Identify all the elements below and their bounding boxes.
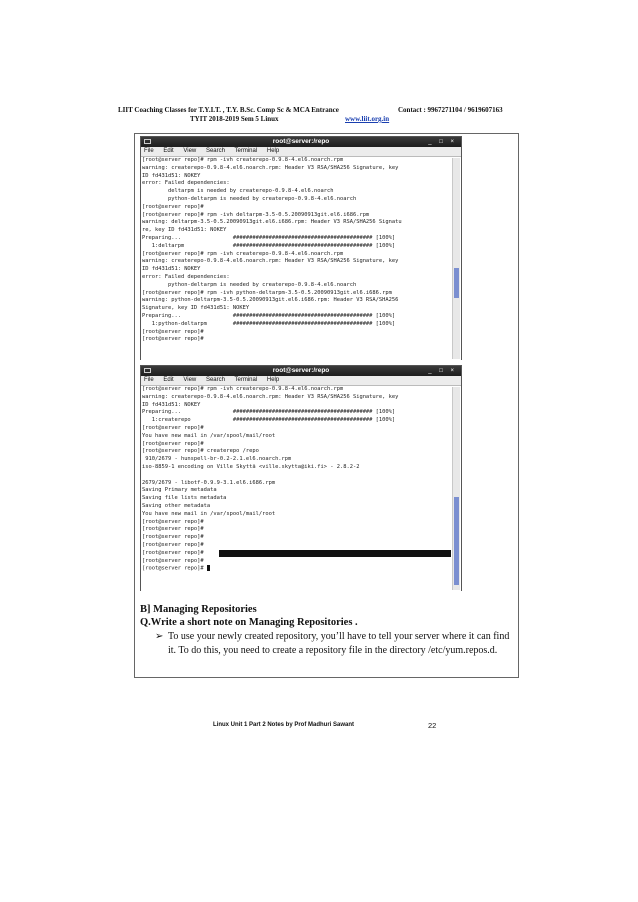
terminal-line: [root@server repo]# xyxy=(142,565,451,573)
terminal-line: [root@server repo]# rpm -ivh createrepo-0.9.8-4.el6.noarch.rpm xyxy=(142,157,344,163)
header-line-2 xyxy=(190,115,390,123)
terminal-window-icon xyxy=(144,139,151,144)
terminal-line: deltarpm is needed by createrepo-0.9.8-4.el6.noarch xyxy=(142,188,334,195)
page-number: 22 xyxy=(428,721,437,730)
terminal-line: 2679/2679 - libotf-0.9.9-3.1.el6.i686.rpm xyxy=(142,479,276,486)
terminal-line: [root@server repo]# xyxy=(142,203,204,210)
question-heading: Q.Write a short note on Managing Repositories . xyxy=(140,617,358,628)
terminal-2-menubar xyxy=(141,376,461,386)
menu-search[interactable]: Search xyxy=(205,377,225,383)
menu-view[interactable]: View xyxy=(183,377,197,383)
terminal-line: Saving other metadata xyxy=(142,502,211,509)
terminal-1-menubar xyxy=(141,147,461,157)
menu-edit[interactable]: Edit xyxy=(163,377,174,383)
terminal-1-title: root@server:/repo xyxy=(272,138,330,145)
header-institute: LIIT Coaching Classes for T.Y.I.T. , T.Y. B.Sc. Comp Sc & MCA Entrance xyxy=(118,106,339,114)
menu-terminal[interactable]: Terminal xyxy=(234,148,258,154)
terminal-2-screen[interactable] xyxy=(141,386,461,591)
terminal-line: [root@server repo]# rpm -ivh python-deltarpm-3.5-0.5.20090913git.el6.i686.rpm xyxy=(142,289,392,296)
terminal-line: Signature, key ID fd431d51: NOKEY xyxy=(142,305,250,312)
terminal-1-scrollbar[interactable] xyxy=(452,158,460,359)
menu-search[interactable]: Search xyxy=(205,148,225,154)
terminal-line: Saving Primary metadata xyxy=(142,487,217,494)
terminal-line: ID fd431d51: NOKEY xyxy=(142,266,201,273)
section-heading: B] Managing Repositories xyxy=(140,604,257,615)
menu-view[interactable]: View xyxy=(183,148,197,154)
terminal-line: 1:deltarpm ########################################### [100%] xyxy=(142,242,396,249)
terminal-line: 910/2679 - hunspell-br-0.2-2.1.el6.noarch.rpm xyxy=(142,456,292,463)
menu-file[interactable]: File xyxy=(144,148,154,154)
header-website-link[interactable]: www.liit.org.in xyxy=(345,115,390,123)
terminal-line: Preparing... ########################################### [100%] xyxy=(142,312,396,319)
terminal-2-output xyxy=(142,386,451,574)
menu-help[interactable]: Help xyxy=(266,377,280,383)
terminal-line: [root@server repo]# rpm -ivh deltarpm-3.5-0.5.20090913git.el6.i686.rpm xyxy=(142,211,370,218)
terminal-line: warning: createrepo-0.9.8-4.el6.noarch.rpm: Header V3 RSA/SHA256 Signature, key xyxy=(142,393,399,400)
terminal-line: warning: deltarpm-3.5-0.5.20090913git.el6.i686.rpm: Header V3 RSA/SHA256 Signatu xyxy=(142,219,402,226)
terminal-1-titlebar[interactable] xyxy=(141,137,461,147)
terminal-line: [root@server repo]# createrepo /repo xyxy=(142,448,259,455)
menu-edit[interactable]: Edit xyxy=(163,148,174,154)
menu-terminal[interactable]: Terminal xyxy=(234,377,258,383)
terminal-window-icon xyxy=(144,368,151,373)
terminal-line: python-deltarpm is needed by createrepo-0.9.8-4.el6.noarch xyxy=(142,195,357,202)
terminal-line: Preparing... ########################################### [100%] xyxy=(142,234,396,241)
terminal-line: error: Failed dependencies: xyxy=(142,273,230,280)
scrollbar-thumb[interactable] xyxy=(454,497,459,585)
terminal-line: [root@server repo]# xyxy=(142,518,204,525)
selection-highlight xyxy=(219,550,451,557)
terminal-line: error: Failed dependencies: xyxy=(142,180,230,187)
terminal-line: [root@server repo]# xyxy=(142,534,204,541)
terminal-line: [root@server repo]# xyxy=(142,526,204,533)
terminal-line: [root@server repo]# xyxy=(142,328,204,335)
header-contact: Contact : 9967271104 / 9619607163 xyxy=(398,106,503,114)
terminal-window-2[interactable] xyxy=(140,365,462,591)
text-cursor xyxy=(207,565,210,571)
terminal-line: warning: createrepo-0.9.8-4.el6.noarch.rpm: Header V3 RSA/SHA256 Signature, key xyxy=(142,258,399,265)
terminal-2-title: root@server:/repo xyxy=(272,367,330,374)
window-controls[interactable]: _ □ × xyxy=(428,368,457,374)
terminal-window-1[interactable] xyxy=(140,136,462,360)
terminal-line: Saving file lists metadata xyxy=(142,495,227,502)
terminal-line: [root@server repo]# xyxy=(142,424,204,431)
terminal-line xyxy=(142,472,451,480)
window-controls[interactable]: _ □ × xyxy=(428,139,457,145)
terminal-1-output xyxy=(142,157,451,344)
scrollbar-thumb[interactable] xyxy=(454,268,459,298)
menu-file[interactable]: File xyxy=(144,377,154,383)
terminal-line: [root@server repo]# xyxy=(142,440,204,447)
terminal-line: You have new mail in /var/spool/mail/root xyxy=(142,432,276,439)
arrow-bullet-icon: ➢ xyxy=(155,631,164,642)
terminal-line: 1:createrepo ########################################### [100%] xyxy=(142,417,396,424)
terminal-line: [root@server repo]# xyxy=(142,336,204,343)
footer-text: Linux Unit 1 Part 2 Notes by Prof Madhuri Sawant xyxy=(213,722,355,728)
terminal-line: You have new mail in /var/spool/mail/root xyxy=(142,510,276,517)
terminal-2-titlebar[interactable] xyxy=(141,366,461,376)
terminal-line: warning: createrepo-0.9.8-4.el6.noarch.rpm: Header V3 RSA/SHA256 Signature, key xyxy=(142,164,399,171)
terminal-line: 1:python-deltarpm ########################################### [100%] xyxy=(142,320,396,327)
header-line-1 xyxy=(118,106,538,114)
bullet-text: To use your newly created repository, you’ll have to tell your server where it can find it. To do this, you need to create a repository file in the directory /etc/yum.repos.d. xyxy=(168,631,510,656)
terminal-line: warning: python-deltarpm-3.5-0.5.20090913git.el6.i686.rpm: Header V3 RSA/SHA256 xyxy=(142,297,399,304)
terminal-1-screen[interactable] xyxy=(141,157,461,360)
terminal-line: [root@server repo]# xyxy=(142,549,204,556)
terminal-line: [root@server repo]# xyxy=(142,541,204,548)
terminal-line: [root@server repo]# rpm -ivh createrepo-0.9.8-4.el6.noarch.rpm xyxy=(142,386,344,392)
terminal-2-scrollbar[interactable] xyxy=(452,387,460,590)
terminal-line: Preparing... ########################################### [100%] xyxy=(142,409,396,416)
terminal-line: python-deltarpm is needed by createrepo-0.9.8-4.el6.noarch xyxy=(142,281,357,288)
terminal-line: [root@server repo]# rpm -ivh createrepo-0.9.8-4.el6.noarch.rpm xyxy=(142,250,344,257)
terminal-line: ID fd431d51: NOKEY xyxy=(142,172,201,179)
terminal-line: iso-8859-1 encoding on Ville Skyttä <ville.skytta@iki.fi> - 2.8.2-2 xyxy=(142,463,360,470)
terminal-line: [root@server repo]# xyxy=(142,557,204,564)
header-course: TYIT 2018-2019 Sem 5 Linux xyxy=(190,115,279,123)
menu-help[interactable]: Help xyxy=(266,148,280,154)
terminal-line: re, key ID fd431d51: NOKEY xyxy=(142,227,227,234)
terminal-line: ID fd431d51: NOKEY xyxy=(142,401,201,408)
